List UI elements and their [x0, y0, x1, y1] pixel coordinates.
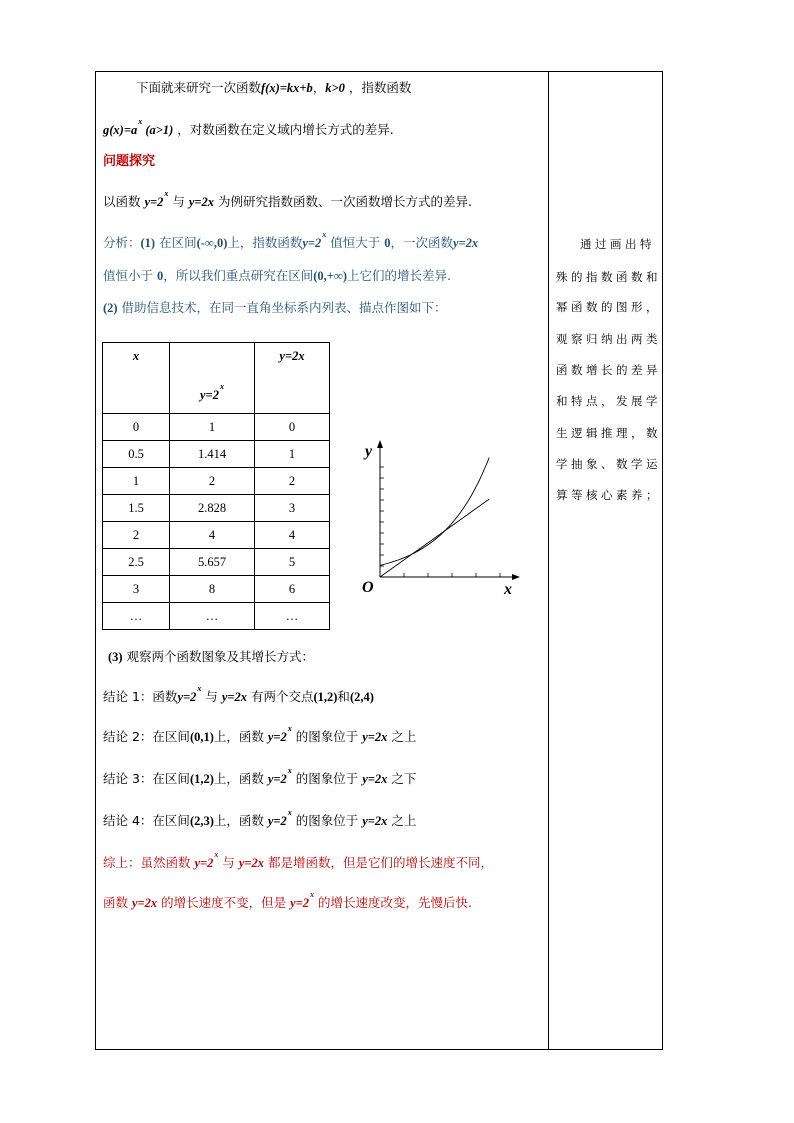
table-cell: 1.414 — [170, 441, 255, 468]
c3-text-2: 上，函数 — [213, 771, 268, 786]
c4-sup: x — [287, 808, 292, 817]
exp-superscript: x — [138, 117, 143, 126]
c2-text-3: 的图象位于 — [291, 729, 363, 744]
c2-text-4: 之上 — [387, 729, 417, 744]
analysis-text-3: 值恒大于 — [326, 235, 385, 250]
summary-exp: y=2 — [194, 856, 214, 870]
summary-exp-2: y=2 — [290, 896, 310, 910]
side-note-line-0: 通过画出特 — [580, 237, 655, 251]
function-graph — [355, 437, 525, 597]
linear-line — [380, 499, 489, 577]
summary-and: 与 — [218, 855, 239, 870]
y-axis-label: y — [365, 443, 373, 460]
summary-text-4: 的增长速度不变，但是 — [157, 895, 291, 910]
c4-text-2: 上，函数 — [213, 813, 268, 828]
table-cell: 1 — [170, 414, 255, 441]
conclusion-1 — [103, 684, 374, 707]
summary-text-5: 的增长速度改变，先慢后快. — [314, 895, 472, 910]
c3-text-3: 的图象位于 — [291, 771, 363, 786]
summary-line-2 — [103, 890, 472, 913]
y-axis-arrow — [377, 440, 383, 448]
side-note-line-5: 和特点，发展学 — [556, 394, 661, 408]
table-cell: 5.657 — [170, 549, 255, 576]
table-cell: 2.5 — [103, 549, 170, 576]
c3-interval: (1,2) — [189, 772, 214, 786]
k-condition: k>0 — [325, 81, 345, 95]
task-text-2: 为例研究指数函数、一次函数增长方式的差异. — [214, 194, 472, 209]
analysis-interval-2: (0,+∞) — [313, 269, 347, 283]
analysis-text: 在区间 — [155, 235, 197, 250]
summary-text: 综上：虽然函数 — [103, 855, 195, 870]
c3-sup: x — [287, 766, 292, 775]
summary-sup: x — [214, 850, 219, 859]
analysis-zero-2: 0 — [156, 269, 164, 283]
exp-curve — [380, 458, 489, 566]
origin-label: O — [362, 579, 374, 596]
c2-sup: x — [287, 724, 292, 733]
table-cell: 0 — [255, 414, 330, 441]
intro-text-2: ，指数函数 — [344, 80, 412, 95]
conclusion-4 — [103, 808, 417, 831]
side-note-line-8: 算等核心素养； — [556, 488, 661, 502]
c3-text: 结论 3：在区间 — [103, 771, 190, 786]
c1-and: 与 — [201, 689, 222, 704]
analysis-line-1 — [103, 230, 479, 253]
intro-line-1 — [136, 80, 411, 96]
table-row — [103, 468, 330, 495]
side-note-line-1: 殊的指数函数和 — [556, 270, 661, 284]
side-note-line-3: 观察归纳出两类 — [556, 332, 661, 346]
intro-text-3: ，对数函数在定义域内增长方式的差异. — [173, 122, 394, 137]
c2-exp: y=2 — [267, 730, 287, 744]
side-note-line-2: 幂函数的图形， — [556, 300, 661, 314]
c3-text-4: 之下 — [387, 771, 417, 786]
column-divider — [548, 71, 549, 1050]
conclusion-3 — [103, 766, 417, 789]
table-cell: 5 — [255, 549, 330, 576]
c1-text-2: 有两个交点 — [246, 689, 314, 704]
analysis-text-6: ，所以我们重点研究在区间 — [163, 268, 314, 283]
c4-exp: y=2 — [267, 814, 287, 828]
intro-line-2 — [103, 117, 394, 140]
observe-num: (3) — [108, 650, 123, 664]
analysis-sup: x — [322, 230, 327, 239]
exp-function: g(x)=a — [103, 123, 138, 137]
a-condition: (a>1) — [142, 123, 174, 137]
c1-point-2: (2,4) — [349, 690, 374, 704]
analysis-exp: y=2 — [302, 236, 322, 250]
analysis-text-7: 上它们的增长差异. — [346, 268, 451, 283]
task-exp: y=2 — [144, 195, 164, 209]
table-row — [103, 603, 330, 630]
c1-point-1: (1,2) — [313, 690, 338, 704]
analysis-text-8: 借助信息技术，在同一直角坐标系内列表、描点作图如下： — [117, 300, 447, 315]
observe-line — [108, 649, 314, 665]
table-cell: 3 — [255, 495, 330, 522]
analysis-text-5: 值恒小于 — [103, 268, 157, 283]
summary-linear: y=2x — [238, 856, 265, 870]
table-cell: 2 — [170, 468, 255, 495]
c2-linear: y=2x — [362, 730, 388, 744]
table-row — [103, 441, 330, 468]
intro-text: 下面就来研究一次函数 — [136, 80, 262, 95]
c1-linear: y=2x — [221, 690, 247, 704]
x-axis-label: x — [504, 581, 512, 597]
task-linear: y=2x — [188, 195, 215, 209]
header-x: x — [103, 343, 170, 414]
linear-function: f(x)=kx+b — [261, 81, 313, 95]
side-note-line-4: 函数增长的差异 — [556, 363, 661, 377]
section-title: 问题探究 — [103, 154, 156, 169]
c4-text-4: 之上 — [387, 813, 417, 828]
header-linear: y=2x — [255, 343, 330, 414]
c3-linear: y=2x — [362, 772, 388, 786]
value-table — [102, 342, 330, 630]
table-cell: … — [103, 603, 170, 630]
table-cell: 0.5 — [103, 441, 170, 468]
x-ticks — [404, 573, 500, 577]
analysis-label: 分析： — [103, 235, 141, 250]
c1-text: 结论 1：函数 — [103, 689, 178, 704]
analysis-zero: 0 — [384, 236, 391, 250]
table-cell: 1 — [103, 468, 170, 495]
task-and: 与 — [168, 194, 189, 209]
c2-interval: (0,1) — [189, 730, 214, 744]
table-cell: 1.5 — [103, 495, 170, 522]
table-cell: 4 — [170, 522, 255, 549]
table-row — [103, 576, 330, 603]
conclusion-2 — [103, 724, 417, 747]
task-sup: x — [164, 189, 169, 198]
table-row — [103, 522, 330, 549]
x-axis-arrow — [512, 574, 520, 580]
analysis-num-1: (1) — [140, 236, 156, 250]
task-line — [103, 189, 472, 212]
c4-text: 结论 4：在区间 — [103, 813, 190, 828]
table-cell: 3 — [103, 576, 170, 603]
table-cell: 2 — [103, 522, 170, 549]
c2-text-2: 上，函数 — [213, 729, 268, 744]
table-cell: 2 — [255, 468, 330, 495]
table-cell: 2.828 — [170, 495, 255, 522]
side-note-line-6: 生逻辑推理，数 — [556, 426, 661, 440]
analysis-interval: (-∞,0) — [196, 236, 228, 250]
table-row — [103, 414, 330, 441]
c4-linear: y=2x — [362, 814, 388, 828]
table-cell: 8 — [170, 576, 255, 603]
summary-linear-2: y=2x — [131, 896, 158, 910]
c4-text-3: 的图象位于 — [291, 813, 363, 828]
table-cell: 1 — [255, 441, 330, 468]
c4-interval: (2,3) — [189, 814, 214, 828]
c1-exp: y=2 — [177, 690, 197, 704]
table-cell: 6 — [255, 576, 330, 603]
table-row — [103, 549, 330, 576]
table-cell: 4 — [255, 522, 330, 549]
analysis-text-2: 上，指数函数 — [227, 235, 303, 250]
analysis-linear: y=2x — [453, 236, 479, 250]
summary-line-1 — [103, 850, 494, 873]
table-cell: … — [170, 603, 255, 630]
analysis-line-2 — [103, 268, 451, 284]
task-text: 以函数 — [103, 194, 145, 209]
analysis-line-3 — [103, 300, 447, 316]
header-exp-sup: x — [219, 382, 224, 391]
intro-comma: ， — [312, 80, 326, 95]
table-cell: … — [255, 603, 330, 630]
table-header-row — [103, 343, 330, 414]
table-row — [103, 495, 330, 522]
table-cell: 0 — [103, 414, 170, 441]
c2-text: 结论 2：在区间 — [103, 729, 190, 744]
summary-text-3: 函数 — [103, 895, 132, 910]
y-ticks — [380, 467, 384, 566]
analysis-num-2: (2) — [103, 301, 118, 315]
c3-exp: y=2 — [267, 772, 287, 786]
summary-text-2: 都是增函数，但是它们的增长速度不同， — [264, 855, 494, 870]
c1-sup: x — [197, 684, 202, 693]
analysis-text-4: ，一次函数 — [390, 235, 454, 250]
header-exp-text: y=2 — [200, 388, 219, 402]
header-exp — [170, 343, 255, 414]
summary-sup-2: x — [310, 890, 315, 899]
c1-he: 和 — [337, 689, 350, 704]
side-note-line-7: 学抽象、数学运 — [556, 457, 661, 471]
observe-text: 观察两个函数图象及其增长方式： — [122, 649, 315, 664]
